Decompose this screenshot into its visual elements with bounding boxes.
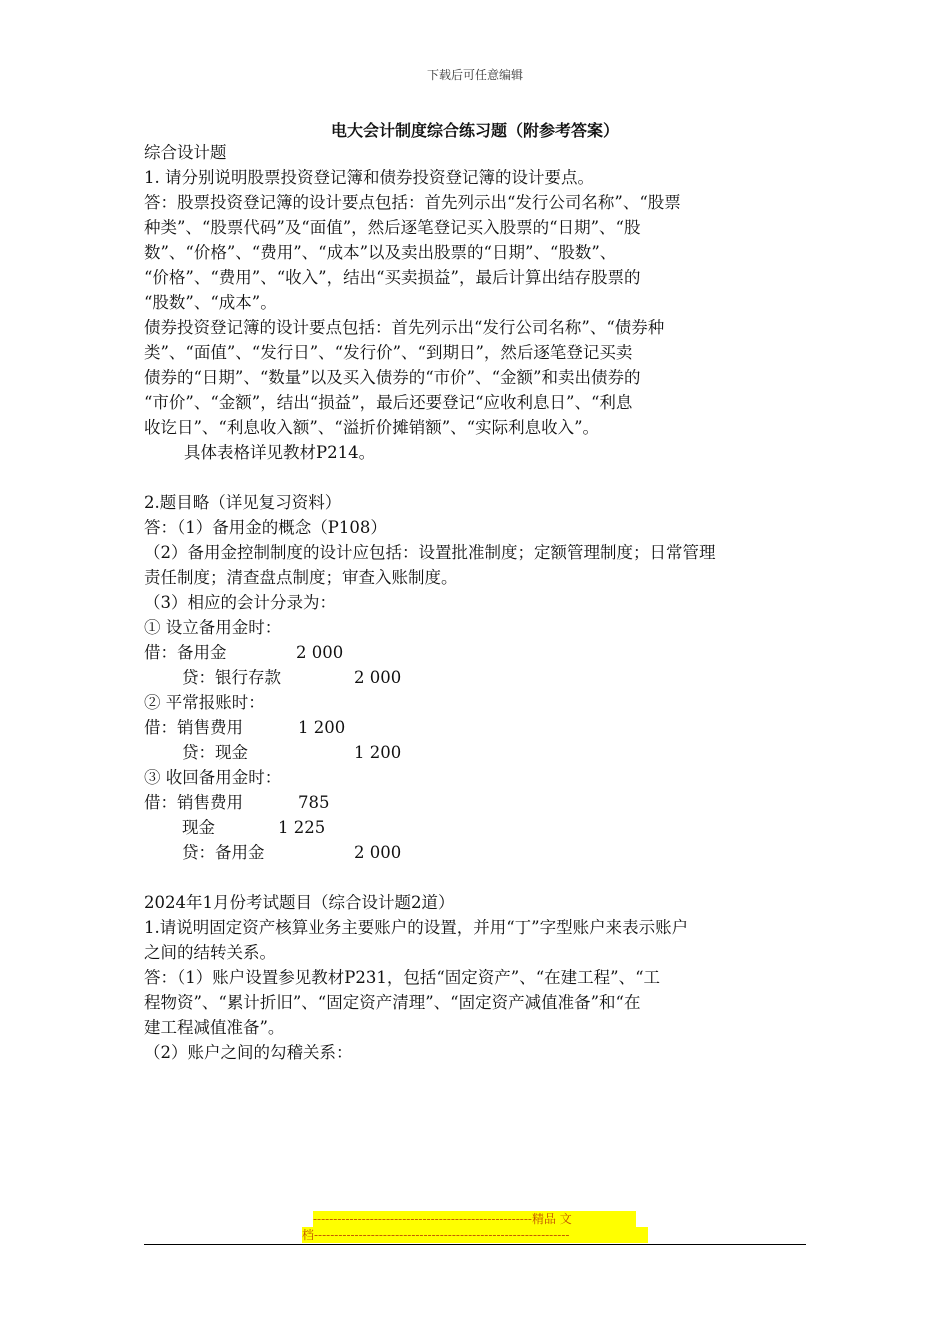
journal-entry — [144, 815, 806, 840]
step-2-heading: ② 平常报账时： — [144, 693, 265, 712]
entry-amount: 785 — [298, 793, 330, 812]
answer-1-line: “价格”、“费用”、“收入”，结出“买卖损益”，最后计算出结存股票的 — [144, 268, 641, 287]
exam-answer-1-line: 答：（1）账户设置参见教材P231，包括“固定资产”、“在建工程”、“工 — [144, 968, 661, 987]
answer-1b-line: “市价”、“金额”，结出“损益”，最后还要登记“应收利息日”、“利息 — [144, 393, 633, 412]
step-1-heading: ① 设立备用金时： — [144, 618, 282, 637]
exam-section-heading: 2024年1月份考试题目（综合设计题2道） — [144, 893, 455, 912]
answer-1b-line: 债券投资登记簿的设计要点包括：首先列示出“发行公司名称”、“债券种 — [144, 318, 665, 337]
exam-question-1-line: 之间的结转关系。 — [144, 943, 276, 962]
answer-1b-line: 类”、“面值”、“发行日”、“发行价”、“到期日”，然后逐笔登记买卖 — [144, 343, 633, 362]
journal-entry — [144, 790, 806, 815]
footer-rule — [144, 1244, 806, 1245]
entry-amount: 1 200 — [354, 743, 402, 762]
answer-1b-line: 债券的“日期”、“数量”以及买入债券的“市价”、“金额”和卖出债券的 — [144, 368, 641, 387]
entry-account: 借：备用金 — [144, 643, 227, 662]
blank-line — [144, 865, 806, 890]
document-body — [144, 140, 806, 1065]
answer-1-line: 种类”、“股票代码”及“面值”，然后逐笔登记买入股票的“日期”、“股 — [144, 218, 641, 237]
journal-entry — [144, 640, 806, 665]
footer-watermark: 档--------------------------------------------------------------- — [302, 1227, 648, 1243]
section-heading: 综合设计题 — [144, 143, 227, 162]
entry-amount: 2 000 — [354, 843, 402, 862]
footer-watermark: ------------------------------------------------------精品 文 — [313, 1211, 636, 1227]
answer-1-line: 数”、“价格”、“费用”、“成本”以及卖出股票的“日期”、“股数”、 — [144, 243, 617, 262]
answer-1-line: “股数”、“成本”。 — [144, 293, 277, 312]
entry-amount: 2 000 — [296, 643, 344, 662]
exam-answer-1-line: 程物资”、“累计折旧”、“固定资产清理”、“固定资产减值准备”和“在 — [144, 993, 641, 1012]
journal-entry — [144, 665, 806, 690]
journal-entry — [144, 715, 806, 740]
entry-account: 贷：备用金 — [182, 843, 265, 862]
entry-amount: 2 000 — [354, 668, 402, 687]
header-note: 下载后可任意编辑 — [426, 68, 523, 82]
journal-entry — [144, 840, 806, 865]
entry-account: 借：销售费用 — [144, 718, 243, 737]
answer-2-part3: （3）相应的会计分录为： — [144, 593, 336, 612]
exam-answer-2: （2）账户之间的勾稽关系： — [144, 1043, 353, 1062]
journal-entry — [144, 740, 806, 765]
blank-line — [144, 465, 806, 490]
textbook-note: 具体表格详见教材P214。 — [184, 443, 376, 462]
entry-account: 借：销售费用 — [144, 793, 243, 812]
exam-answer-1-line: 建工程减值准备”。 — [144, 1018, 285, 1037]
entry-amount: 1 200 — [298, 718, 346, 737]
question-2: 2.题目略（详见复习资料） — [144, 493, 342, 512]
entry-account: 现金 — [182, 818, 215, 837]
answer-2-part2-line: 责任制度；清查盘点制度；审查入账制度。 — [144, 568, 458, 587]
question-1: 1. 请分别说明股票投资登记簿和债券投资登记簿的设计要点。 — [144, 168, 594, 187]
entry-account: 贷：现金 — [182, 743, 248, 762]
document-title: 电大会计制度综合练习题（附参考答案） — [330, 121, 619, 140]
entry-amount: 1 225 — [278, 818, 326, 837]
exam-question-1-line: 1.请说明固定资产核算业务主要账户的设置，并用“丁”字型账户来表示账户 — [144, 918, 689, 937]
answer-2-part2-line: （2）备用金控制制度的设计应包括：设置批准制度；定额管理制度；日常管理 — [144, 543, 716, 562]
answer-1-line: 答：股票投资登记簿的设计要点包括：首先列示出“发行公司名称”、“股票 — [144, 193, 681, 212]
entry-account: 贷：银行存款 — [182, 668, 281, 687]
answer-2-part1: 答：（1）备用金的概念（P108） — [144, 518, 387, 537]
answer-1b-line: 收讫日”、“利息收入额”、“溢折价摊销额”、“实际利息收入”。 — [144, 418, 600, 437]
step-3-heading: ③ 收回备用金时： — [144, 768, 282, 787]
